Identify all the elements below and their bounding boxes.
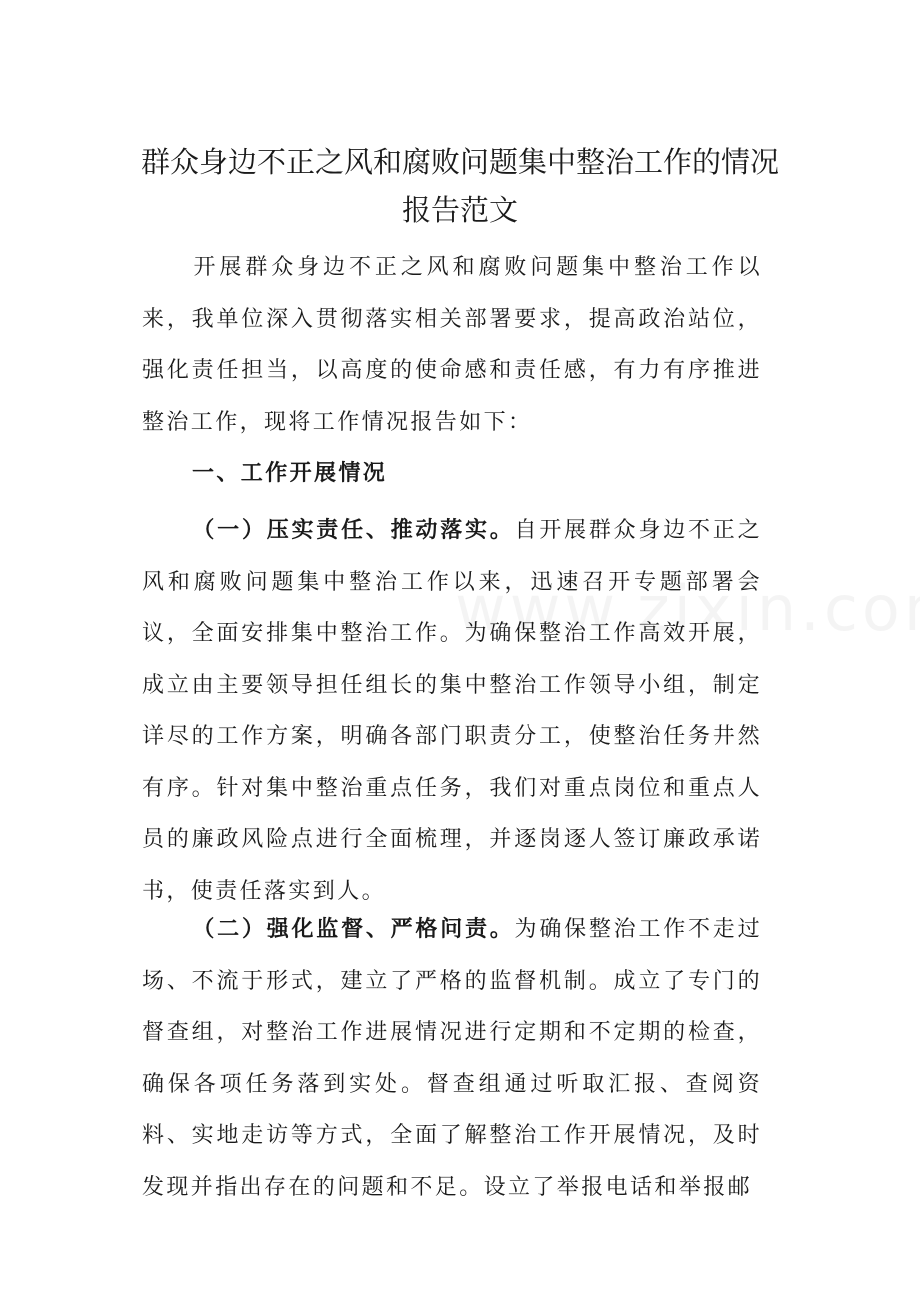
subsection-heading-1: （一）压实责任、推动落实。	[192, 517, 515, 543]
subsection-text-1: 自开展群众身边不正之风和腐败问题集中整治工作以来，迅速召开专题部署会议，全面安排集中整治工作。为确保整治工作高效开展，成立由主要领导担任组长的集中整治工作领导小组，制定详尽的工作方案，明确各部门职责分工，使整治任务井然有序。针对集中整治重点任务，我们对重点岗位和重点人员的廉政风险点进行全面梳理，并逐岗逐人签订廉政承诺书，使责任落实到人。	[142, 518, 762, 904]
section-heading: 一、工作开展情况	[192, 460, 388, 486]
intro-text: 开展群众身边不正之风和腐败问题集中整治工作以来，我单位深入贯彻落实相关部署要求，提高政治站位，强化责任担当，以高度的使命感和责任感，有力有序推进整治工作，现将工作情况报告如下：	[142, 255, 762, 435]
subsection-heading-2: （二）强化监督、严格问责。	[192, 916, 515, 942]
intro-paragraph	[142, 242, 762, 448]
section-heading-paragraph	[142, 448, 762, 500]
document-title: 群众身边不正之风和腐败问题集中整治工作的情况报告范文	[140, 145, 779, 227]
subsection-text-2: 为确保整治工作不走过场、不流于形式，建立了严格的监督机制。成立了专门的督查组，对整治工作进展情况进行定期和不定期的检查，确保各项任务落到实处。督查组通过听取汇报、查阅资料、实地走访等方式，全面了解整治工作开展情况，及时发现并指出存在的问题和不足。设立了举报电话和举报邮	[142, 917, 762, 1200]
subsection-paragraph-1	[142, 505, 762, 917]
subsection-paragraph-2	[142, 904, 762, 1213]
